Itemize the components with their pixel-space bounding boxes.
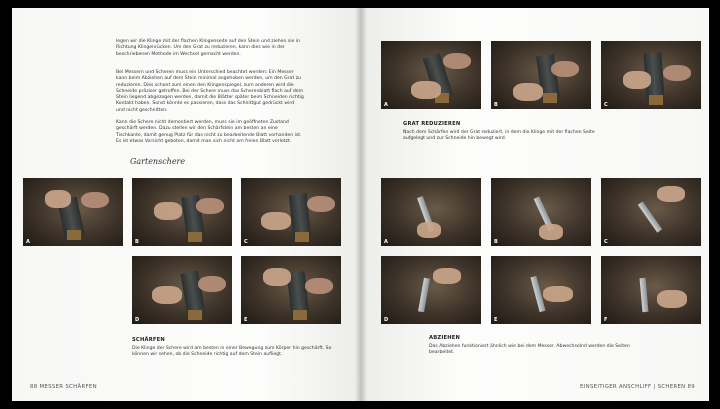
paragraph-2: Bei Messern und Scheren muss ein Unterschied beachtet werden: Ein Messer kann beim Abziehen auf dem Stein minimal angehoben werden, um den Grat zu reduzieren. Dies schont zum einen den Klingenspiegel, zum anderen wird die Schneide präziser getroffen. Bei der Schere muss das Scherenblatt flach auf dem Stein liegend abgezogen werden, damit die Blätter später beim Schneiden richtig Kontakt haben. Sonst könnte es passieren, dass das Schnittgut gedrückt wird und nicht geschnitten. bbox=[116, 70, 304, 113]
photo-label: C bbox=[244, 239, 248, 245]
photo-label: D bbox=[384, 317, 389, 323]
photo-label: A bbox=[384, 102, 388, 108]
photo-left-d bbox=[132, 256, 232, 324]
section-text-schaerfen: Die Klinge der Schere wird am besten in einer Bewegung zum Körper hin geschärft. So können wir sehen, ob die Schneide richtig auf dem Stein aufliegt. bbox=[132, 346, 332, 358]
photo-left-e bbox=[241, 256, 341, 324]
photo-label: B bbox=[494, 239, 498, 245]
page-folio-left: 88 MESSER SCHÄRFEN bbox=[30, 384, 97, 390]
section-heading-abziehen: ABZIEHEN bbox=[429, 335, 461, 341]
section-heading-grat: GRAT REDUZIEREN bbox=[403, 121, 461, 127]
photo-right-top-a bbox=[381, 41, 481, 109]
photo-left-c bbox=[241, 178, 341, 246]
section-text-abziehen: Das Abziehen funktioniert ähnlich wie bei dem Messer. Abwechselnd werden die Seiten bearbeitet. bbox=[429, 344, 630, 356]
photo-right-grid-a bbox=[381, 178, 481, 246]
book-gutter bbox=[355, 8, 367, 401]
photo-label: C bbox=[604, 239, 608, 245]
left-page bbox=[12, 8, 361, 401]
paragraph-3: Kann die Schere nicht demontiert werden, muss sie im geöffneten Zustand geschärft werden. Dazu stellen wir den Schärfstein am besten an eine Tischkante, damit genug Platz für das nicht zu bearbeitende Blatt vorhanden ist. Es ist etwas Vorsicht geboten, damit man sich nicht am freien Blatt verletzt. bbox=[116, 120, 302, 144]
right-page bbox=[361, 8, 709, 401]
section-heading-schaerfen: SCHÄRFEN bbox=[132, 337, 165, 343]
photo-label: E bbox=[494, 317, 498, 323]
photo-left-b bbox=[132, 178, 232, 246]
photo-right-top-b bbox=[491, 41, 591, 109]
photo-right-grid-e bbox=[491, 256, 591, 324]
photo-right-grid-d bbox=[381, 256, 481, 324]
section-text-grat: Nach dem Schärfen wird der Grat reduziert, in dem die Klinge mit der flachen Seite aufgelegt und zur Schneide hin bewegt wird. bbox=[403, 130, 595, 142]
gartenschere-heading: Gartenschere bbox=[130, 157, 186, 166]
paragraph-1: legen wir die Klinge mit der flachen Klingenseite auf den Stein und ziehen sie in Richtung Klingenrücken. Um den Grat zu reduzieren, kann dies wie in der beschriebenen Methode im Wechsel gemacht werden. bbox=[116, 39, 300, 57]
photo-right-grid-f bbox=[601, 256, 701, 324]
photo-right-top-c bbox=[601, 41, 701, 109]
photo-label: B bbox=[135, 239, 139, 245]
photo-label: E bbox=[244, 317, 248, 323]
page-folio-right: EINSEITIGER ANSCHLIFF | SCHEREN 89 bbox=[580, 384, 695, 390]
photo-right-grid-c bbox=[601, 178, 701, 246]
photo-label: D bbox=[135, 317, 140, 323]
photo-label: C bbox=[604, 102, 608, 108]
photo-right-grid-b bbox=[491, 178, 591, 246]
photo-left-a bbox=[23, 178, 123, 246]
photo-label: A bbox=[26, 239, 30, 245]
photo-label: B bbox=[494, 102, 498, 108]
photo-label: F bbox=[604, 317, 608, 323]
photo-label: A bbox=[384, 239, 388, 245]
